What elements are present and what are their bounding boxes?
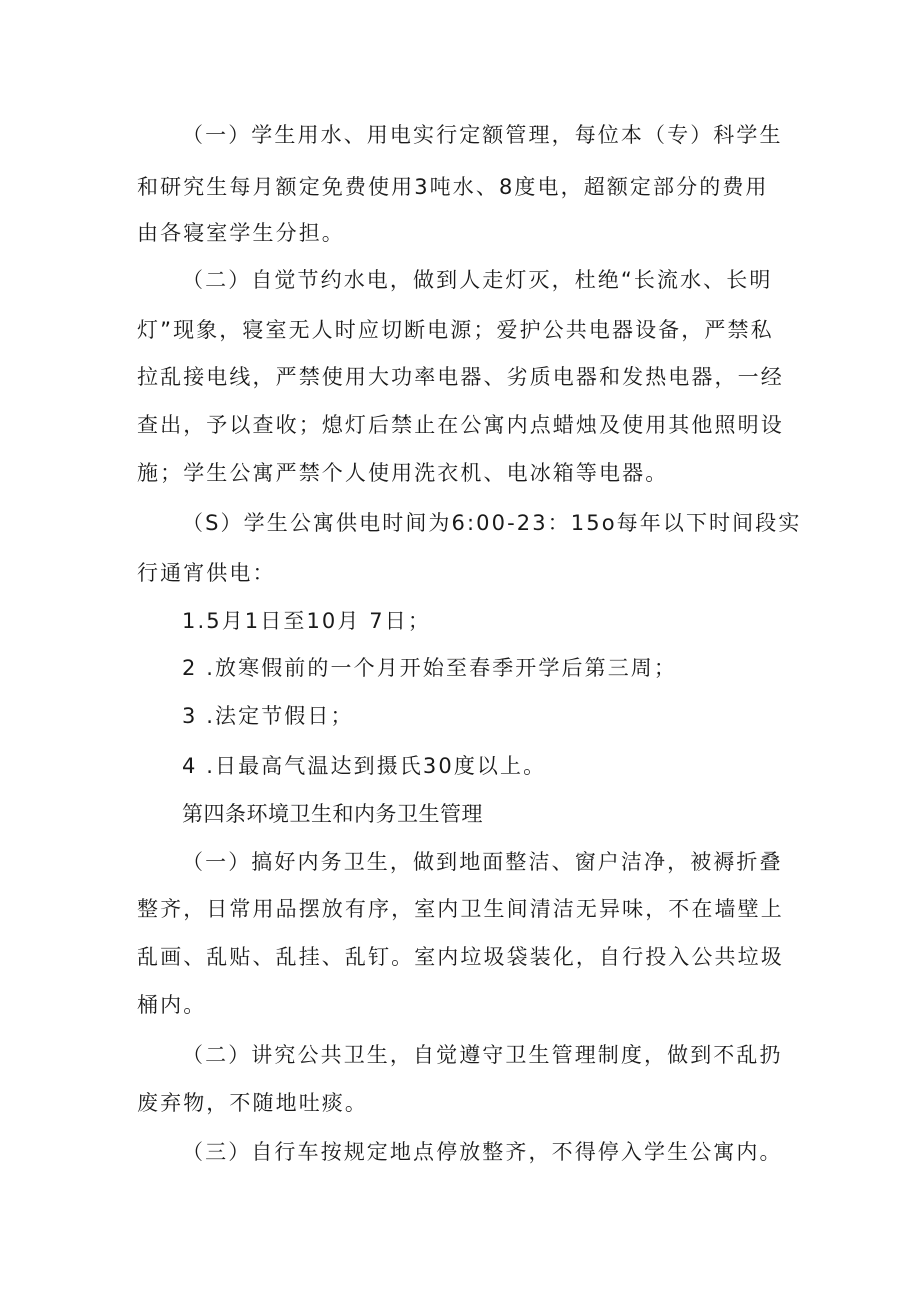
para2-line-1: （二）自觉节约水电，做到人走灯灭，杜绝“长流水、长明 xyxy=(182,268,773,292)
para4-line-3: 乱画、乱贴、乱挂、乱钉。室内垃圾袋装化，自行投入公共垃圾 xyxy=(137,945,784,969)
para5-line-2: 废弃物，不随地吐痰。 xyxy=(137,1091,368,1115)
list-item-1: 1.5月1日至10月 7日； xyxy=(182,609,431,633)
para2-line-2: 灯”现象，寝室无人时应切断电源；爱护公共电器设备，严禁私 xyxy=(137,318,774,342)
section-heading: 第四条环境卫生和内务卫生管理 xyxy=(182,802,483,826)
para2-line-5: 施；学生公寓严禁个人使用洗衣机、电冰箱等电器。 xyxy=(137,461,669,485)
para1-line-1: （一）学生用水、用电实行定额管理，每位本（专）科学生 xyxy=(182,123,783,147)
para3-line-1: （S）学生公寓供电时间为6:00-23：15o每年以下时间段实 xyxy=(182,511,802,535)
para4-line-4: 桶内。 xyxy=(137,993,207,1017)
list-item-2: 2 .放寒假前的一个月开始至春季开学后第三周； xyxy=(182,656,678,680)
list-item-4: 4 .日最高气温达到摄氏30度以上。 xyxy=(182,754,547,778)
para3-line-2: 行通宵供电： xyxy=(137,561,276,585)
para5-line-1: （二）讲究公共卫生，自觉遵守卫生管理制度，做到不乱扔 xyxy=(182,1043,783,1067)
para6-line-1: （三）自行车按规定地点停放整齐，不得停入学生公寓内。 xyxy=(182,1140,783,1164)
para1-line-2: 和研究生每月额定免费使用3吨水、8度电，超额定部分的费用 xyxy=(137,175,769,199)
list-item-3: 3 .法定节假日； xyxy=(182,704,354,728)
para2-line-3: 拉乱接电线，严禁使用大功率电器、劣质电器和发热电器，一经 xyxy=(137,365,784,389)
para4-line-2: 整齐，日常用品摆放有序，室内卫生间清洁无异味，不在墙壁上 xyxy=(137,897,784,921)
para1-line-3: 由各寝室学生分担。 xyxy=(137,221,345,245)
para2-line-4: 查出，予以查收；熄灯后禁止在公寓内点蜡烛及使用其他照明设 xyxy=(137,413,784,437)
para4-line-1: （一）搞好内务卫生，做到地面整洁、窗户洁净，被褥折叠 xyxy=(182,850,783,874)
